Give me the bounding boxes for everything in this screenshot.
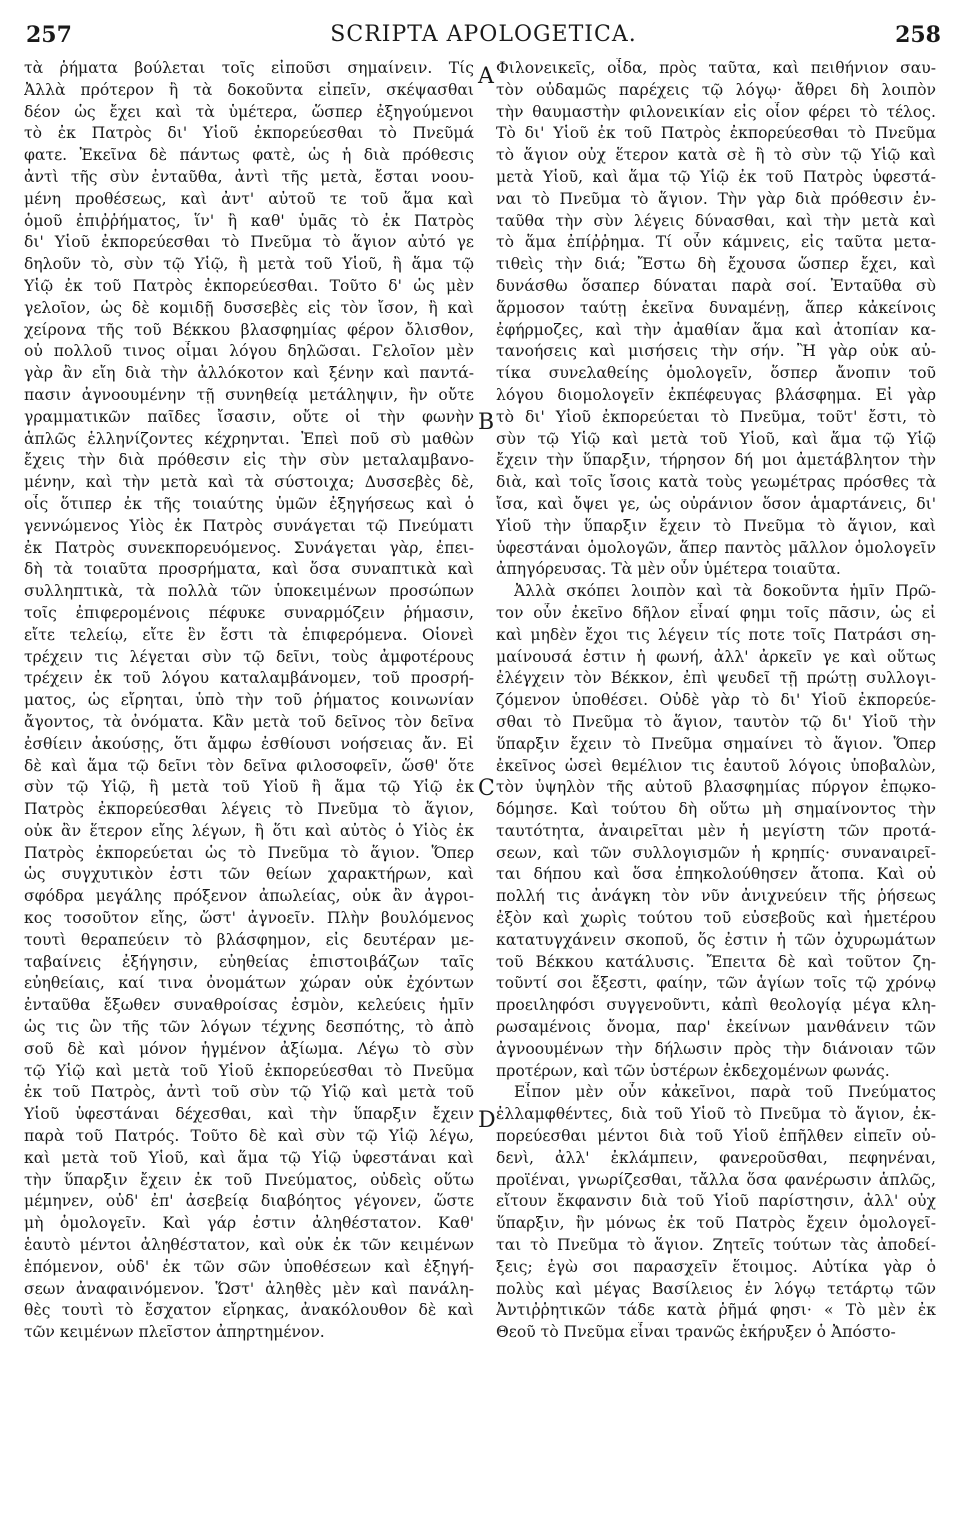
text-line: ὡς τις ὢν τῆς τῶν λόγων τέχνης δεσπότης, τὸ ἀπὸ xyxy=(24,1018,474,1037)
text-line: εἴτουν ἔκφανσιν διὰ τοῦ Υἱοῦ παρίστησιν, ἀλλ' οὐχ xyxy=(496,1192,936,1211)
text-line: δὲ καὶ ἅμα τῷ δεῖνι τὸν δεῖνα φιλοσοφεῖν, ὥσθ' ὅτε xyxy=(24,756,474,775)
text-line: διὰ, καὶ τοῖς ἴσοις κατὰ τοὺς γεωμέτρας πρόσθες τὰ xyxy=(496,473,936,492)
text-line: δι' Υἱοῦ ἐκπορεύεσθαι τὸ Πνεῦμα τὸ ἅγιον αὐτό γε xyxy=(24,233,474,252)
text-line: ἐκ τοῦ Πατρὸς, ἀντὶ τοῦ σὺν τῷ Υἱῷ καὶ μετὰ τοῦ xyxy=(24,1083,474,1102)
text-line: μέμηνεν, οὐδ' ἐπ' ἀσεβείᾳ διαβόητος γέγονεν, ὥστε xyxy=(24,1192,474,1211)
text-line: ἄγοντος, τὰ ὀνόματα. Κἂν μετὰ τοῦ δεῖνος τὸν δεῖνα xyxy=(24,712,474,731)
text-line: ὁμοῦ ἐπιῤῥήματος, ἵν' ἢ καθ' ὑμᾶς τὸ ἐκ Πατρὸς xyxy=(24,211,474,230)
text-line: Θεοῦ τὸ Πνεῦμα εἶναι τρανῶς ἐκήρυξεν ὁ Ἀπόστο- xyxy=(496,1323,896,1342)
text-line: μετὰ Υἱοῦ, καὶ ἅμα τῷ Υἱῷ ἐκ τοῦ Πατρὸς ὑφεστά- xyxy=(496,167,936,186)
text-line: σθαι τὸ Πνεῦμα τὸ ἅγιον, ταυτὸν τῷ δι' Υἱοῦ τὴν xyxy=(496,712,936,731)
text-line: γελοῖον, ὡς δὲ κομιδῇ δυσσεβὲς εἰς τὸν ἴσον, ἢ καὶ xyxy=(24,298,474,317)
text-line: Πατρὸς ἐκπορεύεσθαι λέγεις τὸ Πνεῦμα τὸ ἅγιον, xyxy=(24,800,474,819)
text-line: παρὰ τοῦ Πατρός. Τοῦτο δὲ καὶ σὺν τῷ Υἱῷ λέγω, xyxy=(24,1127,474,1146)
text-line: ἐκ Πατρὸς συνεκπορευόμενος. Συνάγεται γὰρ, ἐπει- xyxy=(24,538,474,557)
text-line: πασιν ἀγνοουμένην τῇ συνηθείᾳ μετάληψιν, ἣν οὔτε xyxy=(24,385,474,404)
text-line: ἀντὶ τῆς σὺν ἐνταῦθα, ἀντὶ τῆς μετὰ, ἔσται νοου- xyxy=(24,167,474,186)
text-line: λόγου διομολογεῖν ἐκπέφευγας βλάσφημα. Εἰ γὰρ xyxy=(496,385,936,404)
text-line: σὺν τῷ Υἱῷ καὶ μετὰ τοῦ Υἱοῦ, καὶ ἅμα τῷ Υἱῷ xyxy=(496,429,936,448)
text-line: τίκα συνελαθείης ὁμολογεῖν, ὅσπερ ἄνοπιν τοῦ xyxy=(496,364,936,383)
text-line: γραμματικῶν παῖδες ἴσασιν, οὔτε οἱ τὴν φωνὴν xyxy=(24,407,474,426)
text-line: ται δήπου καὶ ὅσα ἐπηκολούθησεν ἄτοπα. Καὶ οὐ xyxy=(496,865,936,884)
text-line: δόμησε. Καὶ τούτου δὴ οὕτω μὴ σημαίνοντος τὴν xyxy=(496,800,936,819)
text-line: σεων ἀναφαινόμενον. Ὥστ' ἀληθὲς μὲν καὶ πανάλη- xyxy=(24,1279,474,1298)
text-line: δυνάσθω ὅσαπερ δύναται παρὰ σοί. Ἐνταῦθα σὺ xyxy=(496,276,936,295)
text-line: δενὶ, ἀλλ' ἐκλάμπειν, φανεροῦσθαι, πεφηνέναι, xyxy=(496,1148,936,1167)
text-line: τοῦντί σοι ἔξεστι, φαίην, τῶν ἁγίων τοῖς τῷ χρόνῳ xyxy=(496,974,936,993)
text-line: τοῖς ἐπιφερομένοις πέφυκε συναρμόζειν ῥήμασιν, xyxy=(24,603,474,622)
text-line: τὴν θαυμαστὴν φιλονεικίαν εἰς οἷον φέρει τὸ τέλος. xyxy=(496,102,936,121)
text-line: ὡς συγχυτικὸν ἐστι τῶν θείων χαρακτήρων, καὶ xyxy=(24,865,474,884)
text-line: κος τοσοῦτον εἴης, ὥστ' ἀγνοεῖν. Πλὴν βουλόμενος xyxy=(24,909,474,928)
text-line: ἐνταῦθα ἔξωθεν συναθροίσας ἐσμὸν, κελεύεις ἡμῖν xyxy=(24,996,474,1015)
text-line: τῷ Υἱῷ καὶ μετὰ τοῦ Υἱοῦ ἐκπορεύεσθαι τὸ Πνεῦμα xyxy=(24,1061,474,1080)
text-line: ἅρμοσον ταύτῃ ἐκεῖνα δυναμένῃ, ἅπερ κἀκείνοις xyxy=(496,298,936,317)
text-line: ματος, ὡς εἴρηται, ὑπὸ τὴν τοῦ ῥήματος κοινωνίαν xyxy=(24,691,474,710)
text-line: ἐλέγχειν τὸν Βέκκον, ἐπὶ ψευδεῖ τῇ πρώτῃ συλλογι- xyxy=(496,669,936,688)
text-line: καὶ μετὰ τοῦ Υἱοῦ, καὶ ἅμα τῷ Υἱῷ ὑφεστάναι καὶ xyxy=(24,1148,474,1167)
text-line: ται τὸ Πνεῦμα τὸ ἅγιον. Ζητεῖς τούτων τὰς ἀποδεί- xyxy=(496,1236,936,1255)
text-line: ἑπόμενον, οὐδ' ἐκ τῶν σῶν ὑποθέσεων καὶ ἐξηγή- xyxy=(24,1257,474,1276)
section-marker-d: D xyxy=(478,1108,496,1133)
text-line: ζόμενον ὑποθέσει. Οὐδὲ γὰρ τὸ δι' Υἱοῦ ἐκπορεύε- xyxy=(496,691,936,710)
text-line: οἷς ὅτιπερ ἐκ τῆς τοιαύτης ὑμῶν ἐξηγήσεως καὶ ὁ xyxy=(24,494,474,513)
text-line: ἀγνοουμένων τὴν δήλωσιν πρὸς τὴν διάνοιαν τῶν xyxy=(496,1039,936,1058)
text-line: ταυτότητα, ἀναιρεῖται μὲν ἡ μεγίστη τῶν προτά- xyxy=(496,821,936,840)
text-line: ἐφήρμοζες, καὶ τὴν ἀμαθίαν ἅμα καὶ ἀτοπίαν κα- xyxy=(496,320,936,339)
text-line: ναι τὸ Πνεῦμα τὸ ἅγιον. Τὴν γὰρ διὰ πρόθεσιν ἐν- xyxy=(496,189,936,208)
text-line: τὸν ὑψηλὸν τῆς αὐτοῦ βλασφημίας πύργον ἐπῳκο- xyxy=(496,778,936,797)
text-line: τρέχειν ἐκ τοῦ λόγου καταλαμβάνομεν, τοῦ προσρή- xyxy=(24,669,474,688)
text-line: τὸν οὐδαμῶς παρέχεις τῷ λόγῳ· ἄθρει δὴ λοιπὸν xyxy=(496,80,936,99)
text-line: σφόδρα μεγάλης πρόξενον ἀπωλείας, οὐκ ἂν ἀγροι- xyxy=(24,887,474,906)
section-marker-a: A xyxy=(478,64,494,89)
left-column xyxy=(24,58,474,1344)
text-line: κατατυγχάνειν σκοποῦ, ὅς ἐστιν ἡ τῶν ὀχυρωμάτων xyxy=(496,930,936,949)
text-line: ἔχεις τὴν διὰ πρόθεσιν εἰς τὴν σὺν μεταλαμβανο- xyxy=(24,451,474,470)
text-line: θὲς τουτὶ τὸ ἔσχατον εἴρηκας, ἀνακόλουθον δὲ καὶ xyxy=(24,1301,474,1320)
text-line: ρωσαμένοις ὄνομα, παρ' ἐκείνων μανθάνειν τῶν xyxy=(496,1018,936,1037)
text-line: τὸ ἐκ Πατρὸς δι' Υἱοῦ ἐκπορεύεσθαι τὸ Πνεῦμά xyxy=(24,124,474,143)
text-line: τρέχειν τις λέγεται σὺν τῷ δεῖνι, τοὺς ἀμφοτέρους xyxy=(24,647,474,666)
text-line: γεννώμενος Υἱὸς ἐκ Πατρὸς συνάγεται τῷ Πνεύματι xyxy=(24,516,474,535)
text-line: ἁπλῶς ἑλληνίζοντες κέχρηνται. Ἐπεὶ ποῦ σὺ μαθὼν xyxy=(24,429,474,448)
text-line: τοῦ Βέκκου κατάλυσις. Ἔπειτα δὲ καὶ τοῦτον ζη- xyxy=(496,952,936,971)
text-line: σοῦ δὲ καὶ μόνον ἡγμένον ἀξίωμα. Λέγω τὸ σὺν xyxy=(24,1039,474,1058)
text-line: φατε. Ἐκεῖνα δὲ πάντως φατὲ, ὡς ἡ διὰ πρόθεσις xyxy=(24,146,474,165)
text-line: μὴ ὁμολογεῖν. Καὶ γάρ ἐστιν ἀληθέστατον. Καθ' xyxy=(24,1214,474,1233)
running-header xyxy=(26,22,941,52)
page-number-left: 257 xyxy=(26,22,72,48)
text-line: ἴσα, καὶ ὄψει γε, ὡς οὐράνιον ὅσον ἁμαρτάνεις, δι' xyxy=(496,494,936,513)
text-line: Ἀλλὰ πρότερον ἢ τὰ δοκοῦντα εἰπεῖν, σκέψασθαι xyxy=(24,80,474,99)
text-line: μένη προθέσεως, καὶ ἀντ' αὐτοῦ τε τοῦ ἅμα καὶ xyxy=(24,189,474,208)
text-line: πορεύεσθαι μέντοι διὰ τοῦ Υἱοῦ ἐπῆλθεν εἰπεῖν οὐ- xyxy=(496,1127,936,1146)
text-line: ἔχειν τὴν ὕπαρξιν, τήρησον δή μοι ἀμετάβλητον τὴν xyxy=(496,451,936,470)
right-column xyxy=(496,58,936,1344)
text-line: τον οὖν ἐκεῖνο δῆλον εἶναί φημι τοῖς πᾶσιν, ὡς εἰ xyxy=(496,603,936,622)
text-line: συλληπτικὰ, τὰ πολλὰ τῶν ὑποκειμένων προσώπων xyxy=(24,582,474,601)
text-line: τῶν κειμένων πλεῖστον ἀπηρτημένον. xyxy=(24,1323,325,1342)
text-line: ταῦθα τὴν σὺν λέγεις δύνασθαι, καὶ τὴν μετὰ καὶ xyxy=(496,211,936,230)
text-line: τὸ ἅγιον οὐχ ἕτερον κατὰ σὲ ἢ τὸ σὺν τῷ Υἱῷ καὶ xyxy=(496,146,936,165)
text-line: δηλοῦν τὸ, σὺν τῷ Υἱῷ, ἢ μετὰ τοῦ Υἱοῦ, ἢ ἅμα τῷ xyxy=(24,255,474,274)
text-line: εἴτε τελείῳ, εἴτε ἓν ἔστι τὰ ἐπιφερόμενα. Οἱονεὶ xyxy=(24,625,474,644)
text-line: δὴ τὰ τοιαῦτα προσρήματα, καὶ ὅσα συναπτικὰ καὶ xyxy=(24,560,474,579)
text-line: Εἶπον μὲν οὖν κἀκεῖνοι, παρὰ τοῦ Πνεύματος xyxy=(514,1083,936,1102)
text-line: τὸ ἅμα ἐπίῤῥημα. Τί οὖν κάμνεις, εἰς ταῦτα μετα- xyxy=(496,233,936,252)
text-line: τουτὶ θεραπεύειν τὸ βλάσφημον, εἰς δευτέραν με- xyxy=(24,930,474,949)
text-line: ταβαίνεις ἐξήγησιν, εὐηθείας ἐπιστοιβάζων ταῖς xyxy=(24,952,474,971)
text-line: ἀπηγόρευσας. Τὰ μὲν οὖν ὑμέτερα τοιαῦτα. xyxy=(496,560,841,579)
text-line: Τὸ δι' Υἱοῦ ἐκ τοῦ Πατρὸς ἐκπορεύεσθαι τὸ Πνεῦμα xyxy=(496,124,936,143)
text-line: ὕπαρξιν, ἣν μόνως ἐκ τοῦ Πατρὸς ἔχειν ὁμολογεῖ- xyxy=(496,1214,936,1233)
page-number-right: 258 xyxy=(895,22,941,48)
section-marker-c: C xyxy=(478,776,495,801)
text-line: Ἀντιῤῥητικῶν τάδε κατὰ ῥῆμά φησι· « Τὸ μὲν ἐκ xyxy=(496,1301,936,1320)
text-line: πολλή τις ἀνάγκη τὸν νῦν ἀνιχνεύειν τῆς ῥήσεως xyxy=(496,887,936,906)
text-line: δέον ὡς ἔχει καὶ τὰ ὑμέτερα, ὥσπερ ἐξηγούμενοι xyxy=(24,102,474,121)
text-line: χείρονα τῆς τοῦ Βέκκου βλασφημίας φέρον ὄλισθον, xyxy=(24,320,474,339)
text-line: προειληφόσι συγγενοῦντι, κἀπὶ θεολογίᾳ μέγα κλη- xyxy=(496,996,936,1015)
text-line: γὰρ ἂν εἴη διὰ τὴν ἀλλόκοτον καὶ ξένην καὶ παντά- xyxy=(24,364,474,383)
text-line: Φιλονεικεῖς, οἶδα, πρὸς ταῦτα, καὶ πειθήνιον σαυ- xyxy=(496,59,936,77)
text-line: τανοήσεις καὶ μισήσεις τὴν σήν. Ἢ γὰρ οὐκ αὐ- xyxy=(496,342,936,361)
text-line: σὺν τῷ Υἱῷ, ἢ μετὰ τοῦ Υἱοῦ ἢ ἅμα τῷ Υἱῷ ἐκ xyxy=(24,778,474,797)
text-line: καὶ μηδὲν ἔχοι τις λέγειν τίς ποτε τοῖς Πατράσι ση- xyxy=(496,625,936,644)
text-line: Ἀλλὰ σκόπει λοιπὸν καὶ τὰ δοκοῦντα ἡμῖν Πρῶ- xyxy=(514,582,936,601)
text-line: ὕπαρξιν ἔχειν τὸ Πνεῦμα σημαίνει τὸ ἅγιον. Ὅπερ xyxy=(496,734,936,753)
text-line: τιθεὶς τὴν διά; Ἔστω δὴ ἔχουσα ὥσπερ ἔχει, καὶ xyxy=(496,255,936,274)
text-line: ἐλλαμφθέντες, διὰ τοῦ Υἱοῦ τὸ Πνεῦμα τὸ ἅγιον, ἐκ- xyxy=(496,1105,936,1124)
text-line: ἐκεῖνος ὡσεὶ θεμέλιον τις ἑαυτοῦ λόγοις ὑποβαλὼν, xyxy=(496,756,936,775)
text-line: προτέρων, καὶ τῶν ὑστέρων ἐκδεχομένων φωνάς. xyxy=(496,1061,890,1080)
text-line: μένην, καὶ τὴν μετὰ καὶ τὰ σύστοιχα; Δυσσεβὲς δὲ, xyxy=(24,473,474,492)
text-line: ὑφεστάναι ὁμολογῶν, ἅπερ παντὸς μᾶλλον ὁμολογεῖν xyxy=(496,538,936,557)
text-line: ἑαυτὸ μέντοι ἀληθέστατον, καὶ οὐκ ἐκ τῶν κειμένων xyxy=(24,1236,474,1255)
text-line: Υἱῷ ἐκ τοῦ Πατρὸς ἐκπορεύεσθαι. Τοῦτο δ' ὡς μὲν xyxy=(24,276,474,295)
text-line: τὴν ὕπαρξιν ἔχειν ἐκ τοῦ Πνεύματος, οὐδεὶς οὕτω xyxy=(24,1170,474,1189)
running-title: SCRIPTA APOLOGETICA. xyxy=(330,22,637,47)
text-line: εὐηθείαις, καί τινα ὀνομάτων χώραν οὐκ ἐχόντων xyxy=(24,974,474,993)
text-line: ξεις; ἐγὼ σοι παρασχεῖν ἕτοιμος. Αὐτίκα γὰρ ὁ xyxy=(496,1257,936,1276)
section-marker-b: B xyxy=(478,410,495,435)
text-line: οὐ πολλοῦ τινος οἶμαι λόγου δηλῶσαι. Γελοῖον μὲν xyxy=(24,342,474,361)
text-line: προϊέναι, γνωρίζεσθαι, τἄλλα ὅσα φανέρωσιν ἁπλῶς, xyxy=(496,1170,936,1189)
text-line: ἐξὸν καὶ χωρὶς τούτου τοῦ εὐσεβοῦς καὶ ἡμετέρου xyxy=(496,909,936,928)
text-line: τὸ δι' Υἱοῦ ἐκπορεύεται τὸ Πνεῦμα, τοῦτ' ἔστι, τὸ xyxy=(496,407,936,426)
text-line: Υἱοῦ τὴν ὕπαρξιν ἔχειν τὸ Πνεῦμα τὸ ἅγιον, καὶ xyxy=(496,516,936,535)
text-line: σεων, καὶ τῶν συλλογισμῶν ἡ κρηπίς· συναναιρεῖ- xyxy=(496,843,936,862)
text-line: Υἱοῦ ὑφεστάναι δέχεσθαι, καὶ τὴν ὕπαρξιν ἔχειν xyxy=(24,1105,474,1124)
text-line: μαίνουσά ἐστιν ἡ φωνή, ἀλλ' ἀρκεῖν γε καὶ οὕτως xyxy=(496,647,936,666)
text-line: ἐσθίειν ἀκούσῃς, ὅτι ἄμφω ἐσθίουσι νοήσειας ἄν. Εἰ xyxy=(24,734,474,753)
text-line: οὐκ ἂν ἕτερον εἴης λέγων, ἢ ὅτι καὶ αὐτὸς ὁ Υἱὸς ἐκ xyxy=(24,821,474,840)
text-line: πολὺς καὶ μέγας Βασίλειος ἐν λόγῳ τετάρτῳ τῶν xyxy=(496,1279,936,1298)
text-line: Πατρὸς ἐκπορεύεται ὡς τὸ Πνεῦμα τὸ ἅγιον. Ὅπερ xyxy=(24,843,474,862)
text-line: τὰ ῥήματα βούλεται τοῖς εἰποῦσι σημαίνειν. Τίς xyxy=(24,59,474,77)
